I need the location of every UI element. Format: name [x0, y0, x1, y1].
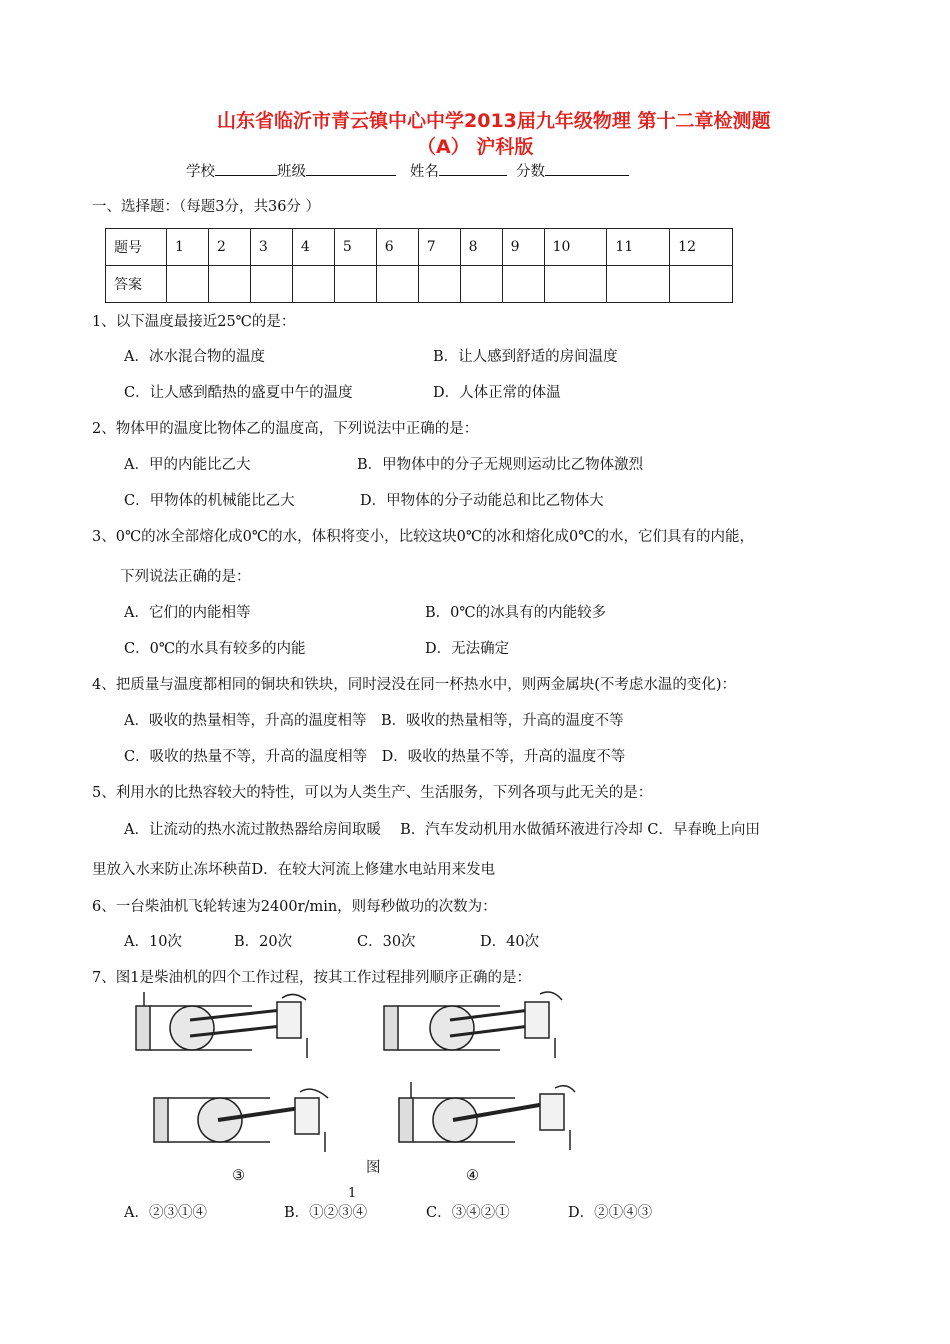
- table-row-numbers: [106, 229, 733, 266]
- figure-caption: 图: [366, 1160, 381, 1176]
- engine-figure-3: [150, 1080, 350, 1160]
- q-number-cell: 12: [670, 229, 733, 266]
- q7-stem: 7、图1是柴油机的四个工作过程，按其工作过程排列顺序正确的是：: [92, 970, 531, 986]
- page-number: 1: [348, 1186, 357, 1201]
- q-number-cell: 1: [167, 229, 209, 266]
- engine-figure-2: [380, 988, 580, 1068]
- school-blank[interactable]: [215, 161, 277, 176]
- answer-cell[interactable]: [670, 266, 733, 303]
- engine-figure-1: [132, 988, 332, 1068]
- q5-options-line1: A．让流动的热水流过散热器给房间取暖 B．汽车发动机用水做循环液进行冷却 C．早春晚上向田: [124, 822, 760, 838]
- row-label-answer: 答案: [106, 266, 167, 303]
- q-number-cell: 6: [376, 229, 418, 266]
- q-number-cell: 5: [334, 229, 376, 266]
- doc-title-line2: （A） 沪科版: [417, 136, 534, 158]
- q3-option-d: D．无法确定: [425, 641, 510, 657]
- table-row-answers: [106, 266, 733, 303]
- q3-option-a: A．它们的内能相等: [124, 605, 251, 621]
- q2-option-d: D．甲物体的分子动能总和比乙物体大: [360, 493, 604, 509]
- q6-option-d: D．40次: [480, 934, 540, 950]
- answer-cell[interactable]: [208, 266, 250, 303]
- figure-label-3: ③: [232, 1168, 245, 1184]
- q-number-cell: 11: [607, 229, 670, 266]
- q2-option-c: C．甲物体的机械能比乙大: [124, 493, 295, 509]
- q-number-cell: 8: [460, 229, 502, 266]
- q-number-cell: 10: [544, 229, 607, 266]
- q-number-cell: 3: [250, 229, 292, 266]
- answer-cell[interactable]: [502, 266, 544, 303]
- q4-stem: 4、把质量与温度都相同的铜块和铁块，同时浸没在同一杯热水中，则两金属块(不考虑水温的变化)：: [92, 677, 737, 693]
- q-number-cell: 2: [208, 229, 250, 266]
- q1-option-d: D．人体正常的体温: [433, 385, 561, 401]
- doc-title-line1: 山东省临沂市青云镇中心中学2013届九年级物理 第十二章检测题: [217, 110, 771, 132]
- section-heading: 一、选择题：（每题3分，共36分 ）: [92, 199, 321, 215]
- q-number-cell: 9: [502, 229, 544, 266]
- q7-option-c: C．③④②①: [426, 1205, 510, 1221]
- q6-option-a: A．10次: [124, 934, 182, 950]
- answer-cell[interactable]: [167, 266, 209, 303]
- answer-cell[interactable]: [460, 266, 502, 303]
- q3-stem-cont: 下列说法正确的是：: [120, 569, 251, 585]
- q4-options-line2: C．吸收的热量不等，升高的温度相等 D．吸收的热量不等，升高的温度不等: [124, 749, 626, 765]
- q3-option-b: B．0℃的冰具有的内能较多: [425, 605, 607, 621]
- q7-option-a: A．②③①④: [124, 1205, 207, 1221]
- q3-stem: 3、0℃的冰全部熔化成0℃的水，体积将变小，比较这块0℃的冰和熔化成0℃的水，它们具有的内能，: [92, 529, 755, 545]
- q1-stem: 1、以下温度最接近25℃的是：: [92, 314, 296, 330]
- answer-table: [105, 228, 733, 303]
- q6-stem: 6、一台柴油机飞轮转速为2400r/min，则每秒做功的次数为：: [92, 899, 497, 915]
- q1-option-b: B．让人感到舒适的房间温度: [433, 349, 618, 365]
- class-label: 班级: [277, 164, 306, 180]
- q3-option-c: C．0℃的水具有较多的内能: [124, 641, 306, 657]
- answer-cell[interactable]: [334, 266, 376, 303]
- answer-cell[interactable]: [292, 266, 334, 303]
- school-label: 学校: [186, 164, 215, 180]
- answer-cell[interactable]: [250, 266, 292, 303]
- class-blank[interactable]: [306, 161, 396, 176]
- q5-options-line2: 里放入水来防止冻坏秧苗D．在较大河流上修建水电站用来发电: [92, 862, 496, 878]
- engine-figure-4: [395, 1080, 595, 1160]
- q5-stem: 5、利用水的比热容较大的特性，可以为人类生产、生活服务，下列各项与此无关的是：: [92, 785, 653, 801]
- q2-option-b: B．甲物体中的分子无规则运动比乙物体激烈: [357, 457, 644, 473]
- q7-option-b: B．①②③④: [284, 1205, 368, 1221]
- figure-label-4: ④: [466, 1168, 479, 1184]
- q1-option-a: A．冰水混合物的温度: [124, 349, 265, 365]
- q2-stem: 2、物体甲的温度比物体乙的温度高，下列说法中正确的是：: [92, 421, 479, 437]
- name-label: 姓名: [409, 164, 439, 180]
- name-blank[interactable]: [439, 161, 507, 176]
- row-label-number: 题号: [106, 229, 167, 266]
- q6-option-b: B．20次: [234, 934, 293, 950]
- q4-options-line1: A．吸收的热量相等，升高的温度相等 B．吸收的热量相等，升高的温度不等: [124, 713, 624, 729]
- q6-option-c: C．30次: [357, 934, 416, 950]
- answer-cell[interactable]: [607, 266, 670, 303]
- q1-option-c: C．让人感到酷热的盛夏中午的温度: [124, 385, 353, 401]
- answer-cell[interactable]: [544, 266, 607, 303]
- q7-option-d: D．②①④③: [568, 1205, 653, 1221]
- score-label: 分数: [516, 164, 546, 180]
- score-blank[interactable]: [545, 161, 629, 176]
- q-number-cell: 7: [418, 229, 460, 266]
- q2-option-a: A．甲的内能比乙大: [124, 457, 251, 473]
- info-line: [186, 160, 629, 181]
- q-number-cell: 4: [292, 229, 334, 266]
- answer-cell[interactable]: [418, 266, 460, 303]
- answer-cell[interactable]: [376, 266, 418, 303]
